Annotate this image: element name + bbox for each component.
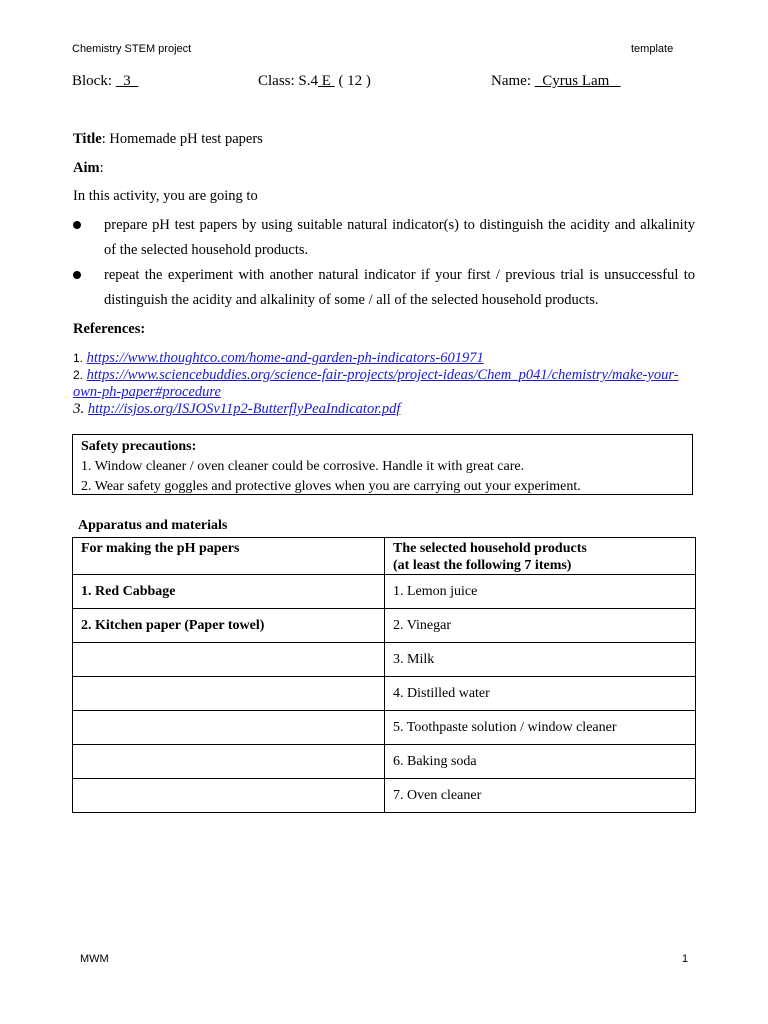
- table-header-row: [73, 538, 696, 575]
- class-label: Class: S.4: [258, 73, 319, 89]
- block-field: [72, 73, 138, 90]
- table-cell: 2. Kitchen paper (Paper towel): [73, 609, 385, 643]
- apparatus-heading: Apparatus and materials: [78, 518, 228, 533]
- table-row: [73, 677, 696, 711]
- table-cell: 5. Toothpaste solution / window cleaner: [385, 711, 696, 745]
- safety-item: 2. Wear safety goggles and protective gloves when you are carrying out your experiment.: [81, 479, 581, 494]
- table-cell: 4. Distilled water: [385, 677, 696, 711]
- apparatus-table: [72, 537, 696, 813]
- aim-intro: In this activity, you are going to: [73, 188, 258, 204]
- table-cell: [73, 711, 385, 745]
- block-value: 3: [123, 73, 131, 89]
- bullet-dot: [73, 221, 81, 229]
- table-cell: 3. Milk: [385, 643, 696, 677]
- references-heading: References:: [73, 321, 146, 337]
- reference-number: 3.: [73, 401, 85, 417]
- reference-number: 2.: [73, 368, 84, 382]
- block-label: Block:: [72, 73, 112, 89]
- name-field: [491, 73, 621, 90]
- name-value: Cyrus Lam: [542, 73, 610, 89]
- table-cell: 1. Lemon juice: [385, 575, 696, 609]
- table-cell: 2. Vinegar: [385, 609, 696, 643]
- title-line: [73, 127, 263, 152]
- reference-link[interactable]: https://www.thoughtco.com/home-and-garden-ph-indicators-601971: [86, 350, 484, 366]
- reference-number: 1.: [73, 351, 84, 365]
- table-cell: [73, 677, 385, 711]
- safety-item: 1. Window cleaner / oven cleaner could be corrosive. Handle it with great care.: [81, 459, 525, 474]
- table-row: [73, 609, 696, 643]
- column-header-ph-papers: For making the pH papers: [73, 538, 385, 575]
- table-cell: 1. Red Cabbage: [73, 575, 385, 609]
- footer-left: MWM: [80, 953, 109, 965]
- class-field: [258, 73, 371, 90]
- reference-3: [73, 401, 400, 418]
- safety-box: [72, 434, 693, 495]
- column-header-household-products: The selected household products (at least the following 7 items): [385, 538, 696, 575]
- table-cell: 7. Oven cleaner: [385, 779, 696, 813]
- reference-link[interactable]: http://isjos.org/ISJOSv11p2-ButterflyPeaIndicator.pdf: [87, 401, 401, 417]
- reference-1: [73, 350, 484, 367]
- table-cell: [73, 643, 385, 677]
- header-left: Chemistry STEM project: [72, 43, 192, 55]
- table-row: [73, 575, 696, 609]
- table-row: [73, 711, 696, 745]
- class-number: ( 12 ): [338, 73, 371, 89]
- table-cell: [73, 745, 385, 779]
- safety-title: Safety precautions:: [81, 439, 197, 454]
- table-cell: [73, 779, 385, 813]
- table-row: [73, 745, 696, 779]
- reference-2: [73, 367, 698, 401]
- title-value: : Homemade pH test papers: [101, 131, 263, 147]
- table-row: [73, 779, 696, 813]
- page-number: 1: [682, 953, 689, 965]
- table-row: [73, 643, 696, 677]
- aim-bullet-2: repeat the experiment with another natural indicator if your first / previous trial is unsuccessful to distinguish the acidity and alkalinity of some / all of the selected household products.: [104, 267, 695, 308]
- header-right: template: [631, 43, 674, 55]
- aim-label: Aim: [73, 160, 100, 176]
- aim-bullet-1: prepare pH test papers by using suitable natural indicator(s) to distinguish the acidity and alkalinity of the selected household products.: [104, 217, 695, 258]
- title-label: Title: [73, 131, 102, 147]
- name-label: Name:: [491, 73, 531, 89]
- class-value: E: [321, 73, 331, 89]
- reference-link[interactable]: https://www.sciencebuddies.org/science-fair-projects/project-ideas/Chem_p041/chemistry/make-your-own-ph-paper#procedure: [73, 367, 679, 400]
- bullet-dot: [73, 271, 81, 279]
- aim-heading: Aim:: [73, 160, 104, 176]
- table-cell: 6. Baking soda: [385, 745, 696, 779]
